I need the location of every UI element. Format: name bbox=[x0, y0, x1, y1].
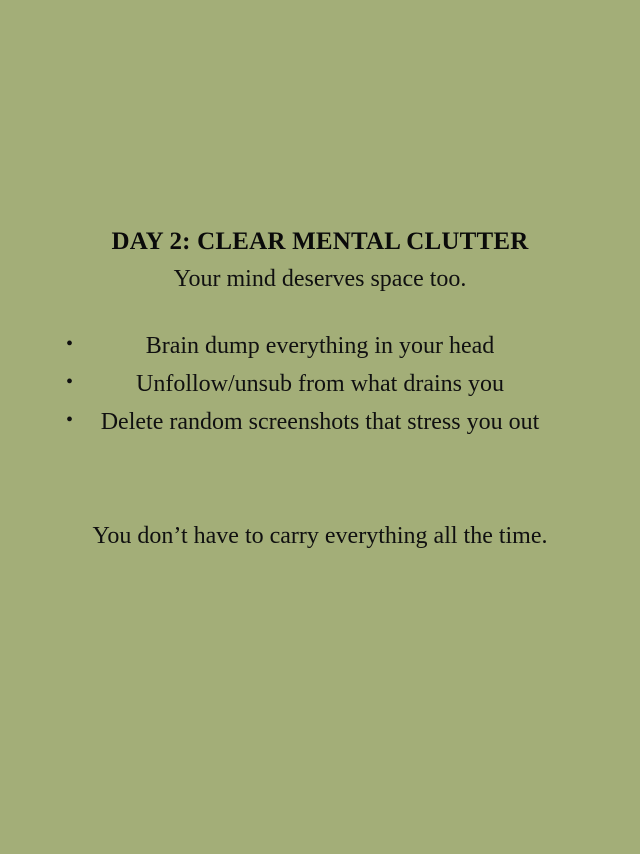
bullet-icon: • bbox=[66, 332, 74, 355]
list-item-label: Delete random screenshots that stress you out bbox=[100, 409, 540, 436]
list-item-label: Brain dump everything in your head bbox=[145, 332, 495, 359]
list-item-label: Unfollow/unsub from what drains you bbox=[136, 371, 504, 398]
list-item bbox=[26, 328, 614, 364]
tips-list bbox=[26, 328, 614, 441]
closing-statement: You don’t have to carry everything all the time. bbox=[92, 522, 548, 549]
list-item bbox=[26, 404, 614, 440]
page-title: DAY 2: CLEAR MENTAL CLUTTER bbox=[111, 228, 529, 255]
bullet-icon: • bbox=[66, 371, 74, 394]
list-item bbox=[26, 366, 614, 402]
bullet-icon: • bbox=[66, 409, 74, 432]
card-content bbox=[0, 228, 640, 552]
card-subtitle: Your mind deserves space too. bbox=[173, 265, 467, 292]
